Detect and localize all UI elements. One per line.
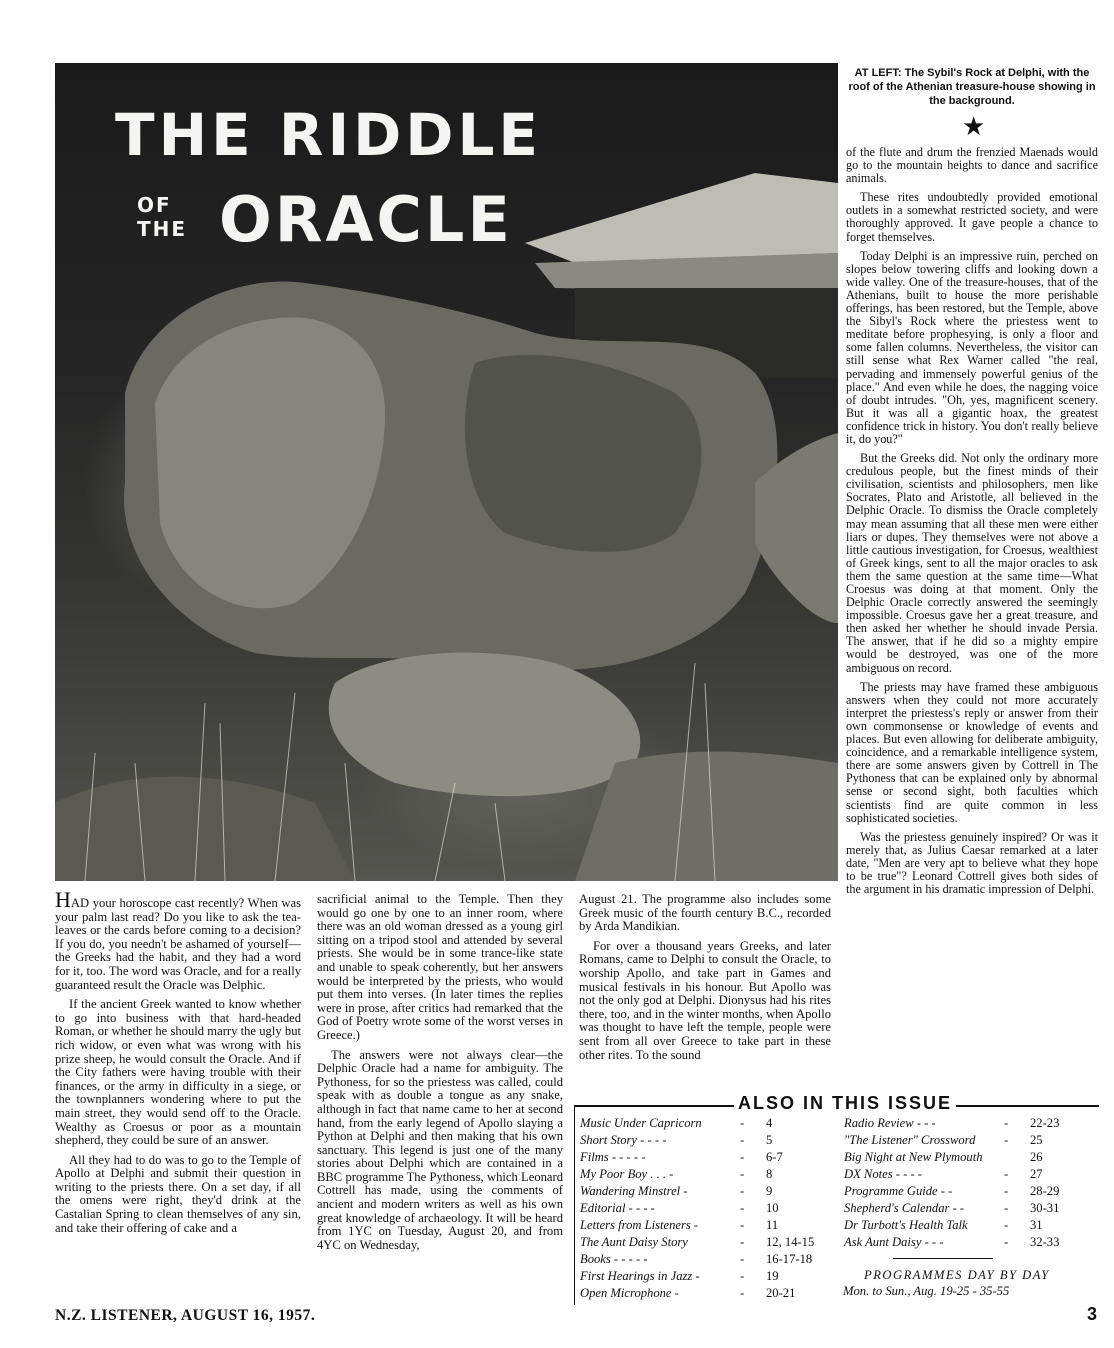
contents-title: Editorial - - - -	[580, 1201, 655, 1215]
contents-title: Music Under Capricorn	[580, 1116, 702, 1130]
contents-row[interactable]	[844, 1234, 1094, 1251]
contents-page: 19	[766, 1269, 779, 1283]
contents-page: 5	[766, 1133, 773, 1147]
article-column-3	[579, 893, 831, 1068]
paragraph: If the ancient Greek wanted to know whether to go into business with that hard-headed Roman, or whether he should marry the ugly but rich widow, or even what was wrong with his prize sheep, he would consult the Oracle. And if the City fathers were having trouble with their finances, or the army in difficulty in a siege, or the townplanners wondering where to put the main street, they would send off to the Oracle. Wealthy as Croesus or poor as a mountain shepherd, they could be sure of an answer.	[55, 997, 301, 1148]
contents-row[interactable]	[580, 1149, 830, 1166]
contents-page: 31	[1030, 1218, 1043, 1232]
headline-line2: ORACLE	[219, 183, 513, 256]
contents-row[interactable]	[844, 1115, 1094, 1132]
contents-dash: -	[740, 1184, 745, 1198]
contents-page: 30-31	[1030, 1201, 1060, 1215]
contents-page: 20-21	[766, 1286, 796, 1300]
contents-title: Films - - - - -	[580, 1150, 646, 1164]
contents-title: Dr Turbott's Health Talk	[844, 1218, 968, 1232]
contents-page: 10	[766, 1201, 779, 1215]
contents-title: DX Notes - - - -	[844, 1167, 922, 1181]
sybil-rock-photo	[55, 63, 838, 881]
contents-title: Ask Aunt Daisy - - -	[844, 1235, 944, 1249]
foreground-left-rock	[55, 777, 355, 881]
contents-page: 9	[766, 1184, 773, 1198]
headline-of: OF	[137, 193, 172, 217]
contents-row[interactable]	[580, 1115, 830, 1132]
contents-page: 32-33	[1030, 1235, 1060, 1249]
contents-title: Radio Review - - -	[844, 1116, 936, 1130]
contents-row[interactable]	[580, 1132, 830, 1149]
star-ornament: ★	[962, 112, 986, 141]
contents-dash: -	[740, 1133, 745, 1147]
contents-dash: -	[1004, 1116, 1009, 1130]
contents-dash: -	[740, 1252, 745, 1266]
contents-title: Big Night at New Plymouth	[844, 1150, 983, 1164]
page-number: 3	[1087, 1304, 1098, 1324]
contents-page: 8	[766, 1167, 773, 1181]
contents-title: First Hearings in Jazz -	[580, 1269, 700, 1283]
drop-cap: H	[55, 887, 71, 912]
contents-title: My Poor Boy . . . -	[580, 1167, 674, 1181]
contents-page: 22-23	[1030, 1116, 1060, 1130]
contents-row[interactable]	[844, 1149, 1094, 1166]
contents-row[interactable]	[580, 1251, 830, 1268]
contents-dash: -	[740, 1150, 745, 1164]
contents-page: 4	[766, 1116, 773, 1130]
contents-dash: -	[1004, 1167, 1009, 1181]
article-column-2	[317, 893, 563, 1258]
contents-dash: -	[1004, 1133, 1009, 1147]
contents-page: 25	[1030, 1133, 1043, 1147]
contents-dash: -	[740, 1116, 745, 1130]
contents-title: Open Microphone -	[580, 1286, 679, 1300]
treasury-roof	[525, 173, 838, 263]
paragraph: sacrificial animal to the Temple. Then they would go one by one to an inner room, where there was an old woman dressed as a young girl sitting on a tripod stool and attended by several priests. She would be in some trance-like state and unable to speak coherently, but her answers would be interpreted by the priests, who would put them into verses. (In later times the replies were in prose, after critics had remarked that the God of Poetry wrote some of the worst verses in Greece.)	[317, 892, 563, 1042]
contents-title: The Aunt Daisy Story	[580, 1235, 688, 1249]
contents-row[interactable]	[580, 1234, 830, 1251]
contents-dash: -	[740, 1269, 745, 1283]
contents-row[interactable]	[580, 1200, 830, 1217]
contents-row[interactable]	[580, 1217, 830, 1234]
contents-list-left	[580, 1115, 830, 1302]
contents-title: Shepherd's Calendar - -	[844, 1201, 965, 1215]
programmes-line[interactable]: Mon. to Sun., Aug. 19-25 - 35-55	[843, 1284, 1010, 1298]
contents-dash: -	[1004, 1184, 1009, 1198]
contents-row[interactable]	[844, 1217, 1094, 1234]
contents-row[interactable]	[580, 1285, 830, 1302]
vertical-rule	[574, 1105, 575, 1305]
also-heading: ALSO IN THIS ISSUE	[734, 1093, 956, 1114]
paragraph: of the flute and drum the frenzied Maenads would go to the mountain heights to dance and sacrifice animals.	[846, 145, 1098, 186]
contents-dash: -	[1004, 1201, 1009, 1215]
contents-page: 11	[766, 1218, 779, 1232]
paragraph: The answers were not always clear—the Delphic Oracle had a name for ambiguity. The Pythoness, for so the priestess was called, could speak with as double a tongue as any snake, although in fact that name came to her at second hand, from the early legend of Apollo slaying a Python at Delphi and then making that his own sanctuary. This legend is just one of the many stories about Delphi which are contained in a BBC programme The Pythoness, which Leonard Cottrell has made, using the comments of ancient and modern writers as well as his own great knowledge of archaeology. It will be heard from 1YC on Tuesday, August 20, and from 4YC on Wednesday,	[317, 1047, 563, 1252]
paragraph	[55, 887, 301, 992]
contents-dash: -	[740, 1286, 745, 1300]
contents-page: 16-17-18	[766, 1252, 813, 1266]
contents-title: Letters from Listeners -	[580, 1218, 699, 1232]
headline-line1: THE RIDDLE	[115, 101, 543, 169]
contents-row[interactable]	[580, 1183, 830, 1200]
contents-title: Programme Guide - -	[844, 1184, 953, 1198]
contents-page: 6-7	[766, 1150, 783, 1164]
contents-page: 28-29	[1030, 1184, 1060, 1198]
contents-row[interactable]	[844, 1132, 1094, 1149]
rule-right	[939, 1105, 1099, 1107]
programmes-heading[interactable]: PROGRAMMES DAY BY DAY	[864, 1268, 1050, 1282]
contents-divider	[893, 1258, 993, 1259]
article-column-4	[846, 146, 1098, 902]
paragraph: August 21. The programme also includes some Greek music of the fourth century B.C., recorded by Arda Mandikian.	[579, 892, 831, 934]
contents-title: "The Listener" Crossword	[844, 1133, 976, 1147]
contents-title: Wandering Minstrel -	[580, 1184, 688, 1198]
paragraph: Was the priestess genuinely inspired? Or was it merely that, as Julius Caesar remarked at a later date, "Men are very apt to believe what they hope to be true"? Leonard Cottrell gives both sides of the argument in his dramatic impression of Delphi.	[846, 829, 1098, 897]
contents-row[interactable]	[844, 1166, 1094, 1183]
contents-row[interactable]	[580, 1166, 830, 1183]
contents-row[interactable]	[844, 1183, 1094, 1200]
paragraph: But the Greeks did. Not only the ordinary more credulous people, but the finest minds of their civilisation, scientists and philosophers, men like Socrates, Plato and Aristotle, all believed in the Delphic Oracle. To dismiss the Oracle completely may mean assuming that all these men were either liars or dupes. They themselves were not above a little cautious investigation, for Croesus, wealthiest of Greek kings, sent to all the major oracles to ask them the same question at the same time—What Croesus was doing at that moment. Only the Delphic Oracle correctly answered the seemingly impossible. Croesus gave her a great treasure, and then asked her whether he should invade Persia. The answer, that if he did so a mighty empire would be destroyed, was one of the more ambiguous on record.	[846, 451, 1098, 675]
contents-dash: -	[1004, 1218, 1009, 1232]
contents-dash: -	[740, 1201, 745, 1215]
rule-left	[574, 1105, 734, 1107]
contents-dash: -	[740, 1218, 745, 1232]
contents-row[interactable]	[580, 1268, 830, 1285]
paragraph: For over a thousand years Greeks, and later Romans, came to Delphi to consult the Oracle, to worship Apollo, and take part in Games and musical festivals in his honour. But Apollo was not the only god at Delphi. Dionysus had his rites there, too, and in the winter months, when Apollo was thought to have left the temple, people were sent from all over Greece to take part in these other rites. To the sound	[579, 938, 831, 1062]
contents-dash	[1004, 1149, 1030, 1166]
foreground-right-rock	[575, 751, 838, 881]
contents-page: 26	[1030, 1150, 1043, 1164]
contents-list-right	[844, 1115, 1094, 1251]
contents-dash: -	[740, 1167, 745, 1181]
paragraph: Today Delphi is an impressive ruin, perched on slopes below towering cliffs and looking down a wide valley. One of the treasure-houses, that of the Athenians, built to house the more perishable offerings, has been restored, but the Temple, above the Sibyl's Rock where the priestess went to meditate before prophesying, is only a floor and some fallen columns. Nevertheless, the visitor can still sense what Rex Warner called "the real, pervading and immensely powerful genius of the place." And even while he does, the nagging voice of doubt intrudes. "Oh, yes, magnificent scenery. But it was all a gigantic hoax, the greatest confidence trick in history. You don't really believe it, do you?"	[846, 248, 1098, 446]
footer-publication-date: N.Z. LISTENER, AUGUST 16, 1957.	[55, 1307, 316, 1324]
paragraph: These rites undoubtedly provided emotional outlets in a somewhat restricted society, and were thoroughly approved. It gave people a chance to forget themselves.	[846, 190, 1098, 244]
contents-dash: -	[740, 1235, 745, 1249]
contents-dash: -	[1004, 1235, 1009, 1249]
contents-page: 27	[1030, 1167, 1043, 1181]
photo-caption: AT LEFT: The Sybil's Rock at Delphi, with the roof of the Athenian treasure-house showing in the background.	[848, 67, 1096, 107]
headline-the: THE	[137, 217, 188, 241]
paragraph: All they had to do was to go to the Temple of Apollo at Delphi and submit their question in writing to the priests there. On a set day, if all the omens were right, they'd drink at the Castalian Spring to clean themselves of any sin, and take their offering of cake and a	[55, 1152, 301, 1235]
contents-title: Books - - - - -	[580, 1252, 648, 1266]
article-column-1	[55, 887, 301, 1241]
paragraph-text: AD your horoscope cast recently? When was your palm last read? Do you like to ask the tea-leaves or the cards before coming to a decision? If you do, you needn't be ashamed of yourself—the Greeks had the habit, and they had a word for it, too. The word was Oracle, and for a really guaranteed result the Oracle was Delphic.	[55, 896, 301, 992]
contents-page: 12, 14-15	[766, 1235, 815, 1249]
contents-title: Short Story - - - -	[580, 1133, 667, 1147]
contents-row[interactable]	[844, 1200, 1094, 1217]
foreground-rock	[329, 653, 640, 797]
paragraph: The priests may have framed these ambiguous answers when they could not more accurately interpret the priestess's reply or answer from their own commonsense or knowledge of events and places. But even allowing for deliberate ambiguity, coincidence, and a remarkable intelligence system, there are some answers given by Cottrell in The Pythoness that can be explained only by abnormal sense or second sight, both faculties which scientists find are quite common in less sophisticated societies.	[846, 679, 1098, 825]
